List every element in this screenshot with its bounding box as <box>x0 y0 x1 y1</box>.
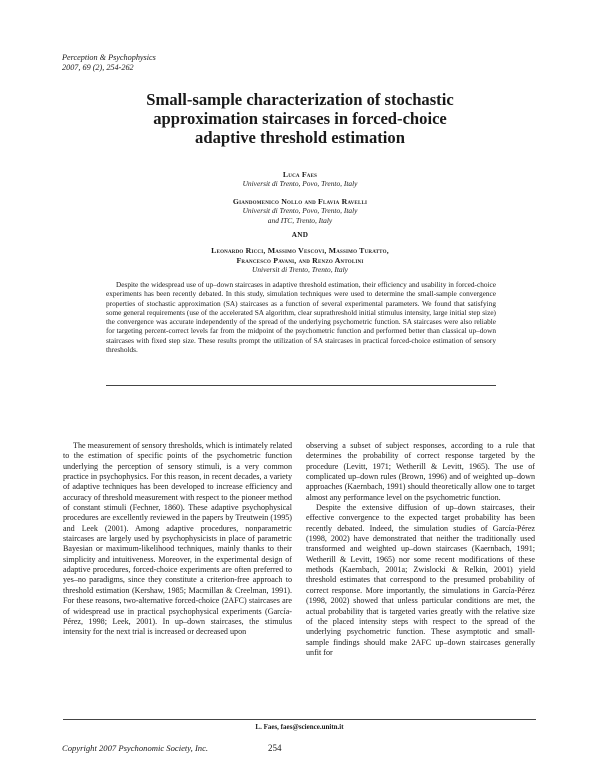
abstract-text: Despite the widespread use of up–down staircases in adaptive threshold estimation, their efficiency and usability in forced-choice experiments has been recently debated. In this study, simulation techniques were used to determine the small-sample convergence properties of stochastic approximation (SA) staircases as a function of several experimental parameters. We found that satisfying some general requirements (use of the accelerated SA algorithm, clear suprathreshold initial stimulus intensity, large initial step size) the convergence was accurate independently of the spread of the underlying psychometric function. SA staircases were also reliable for targeting percent-correct levels far from the midpoint of the psychometric function and performed better than classical up–down staircases with fixed step size. These results prompt the utilization of SA staircases in practical forced-choice estimation of sensory thresholds. <box>106 280 496 355</box>
author-name: Francesco Pavani, and Renzo Antolini <box>236 255 364 265</box>
author-name: Giandomenico Nollo and Flavia Ravelli <box>232 196 368 206</box>
abstract <box>106 280 496 354</box>
abstract-divider <box>106 385 496 386</box>
body-paragraph: Despite the extensive diffusion of up–down staircases, their effective convergence to the expected target probability has been recently debated. Indeed, the simulation studies of García-Pérez (1998, 2002) have demonstrated that neither the traditionally used transformed and weighted up–down staircases (Kaernbach, 1991; Wetherill & Levitt, 1965) nor some recent modifications of these methods (Kaernbach, 2001a; Zwislocki & Relkin, 2001) yield threshold estimates that correspond to the presumed probability of correct response. More importantly, the simulations in García-Pérez (1998, 2002) showed that unless particular conditions are met, the actual probability that is targeted varies greatly with the relative size of the placed intensity steps with respect to the spread of the underlying psychometric function. These asymptotic and small-sample findings should make 2AFC up–down staircases generally unfit for <box>306 503 535 657</box>
copyright-notice: Copyright 2007 Psychonomic Society, Inc. <box>62 743 209 753</box>
corresponding-author-footnote: L. Faes, faes@science.unitn.it <box>255 723 344 731</box>
author-affiliation: Universit di Trento, Povo, Trento, Italy <box>242 179 358 189</box>
author-name: Leonardo Ricci, Massimo Vescovi, Massimo Turatto, <box>211 246 389 256</box>
body-column-right <box>306 441 535 658</box>
author-block <box>100 170 500 275</box>
author-affiliation: Universit di Trento, Trento, Italy <box>252 265 348 275</box>
title-line: approximation staircases in forced-choice <box>153 109 447 128</box>
title-line: Small-sample characterization of stochastic <box>146 90 454 109</box>
body-column-left <box>63 441 292 638</box>
footnote-divider <box>63 719 536 720</box>
body-paragraph: The measurement of sensory thresholds, which is intimately related to the estimation of specific points of the psychometric function underlying the perception of sensory stimuli, is a very common practice in psychophysics. For this reason, in recent decades, a variety of adaptive techniques has been developed to increase efficiency and accuracy of threshold measurement with respect to the pioneer method of constant stimuli (Fechner, 1860). These adaptive psychophysical procedures are excellently reviewed in the papers by Treutwein (1995) and Leek (2001). Among adaptive procedures, nonparametric staircases are largely used by psychophysicists in place of parametric Bayesian or maximum-likelihood techniques, mainly thanks to their simplicity and intuitiveness. Moreover, in the experimental design of adaptive procedures, forced-choice experiments are often preferred to yes–no paradigms, since they constitute a criterion-free approach to threshold estimation (Kershaw, 1985; Macmillan & Creelman, 1991). For these reasons, two-alternative forced-choice (2AFC) staircases are of widespread use in practical psychophysical experiments (García-Pérez, 1998; Leek, 2001). In up–down staircases, the stimulus intensity for the next trial is increased or decreased upon <box>63 441 293 637</box>
journal-citation: 2007, 69 (2), 254-262 <box>62 63 134 72</box>
author-affiliation: and ITC, Trento, Italy <box>267 215 333 225</box>
author-affiliation: Universit di Trento, Povo, Trento, Italy <box>242 206 358 216</box>
journal-name: Perception & Psychophysics <box>62 53 156 62</box>
author-and: AND <box>291 231 309 240</box>
page-number: 254 <box>268 743 282 753</box>
body-paragraph: observing a subset of subject responses, according to a rule that determines the probability of correct response targeted by the procedure (Levitt, 1971; Wetherill & Levitt, 1965). The use of complicated up–down rules (Brown, 1996) and of weighted up–down approaches (Kaernbach, 1991) should theoretically allow one to target almost any performance level on the psychometric function. <box>306 441 535 502</box>
title-line: adaptive threshold estimation <box>195 128 405 147</box>
journal-header <box>62 53 156 73</box>
article-title <box>80 90 520 147</box>
author-name: Luca Faes <box>282 170 318 179</box>
